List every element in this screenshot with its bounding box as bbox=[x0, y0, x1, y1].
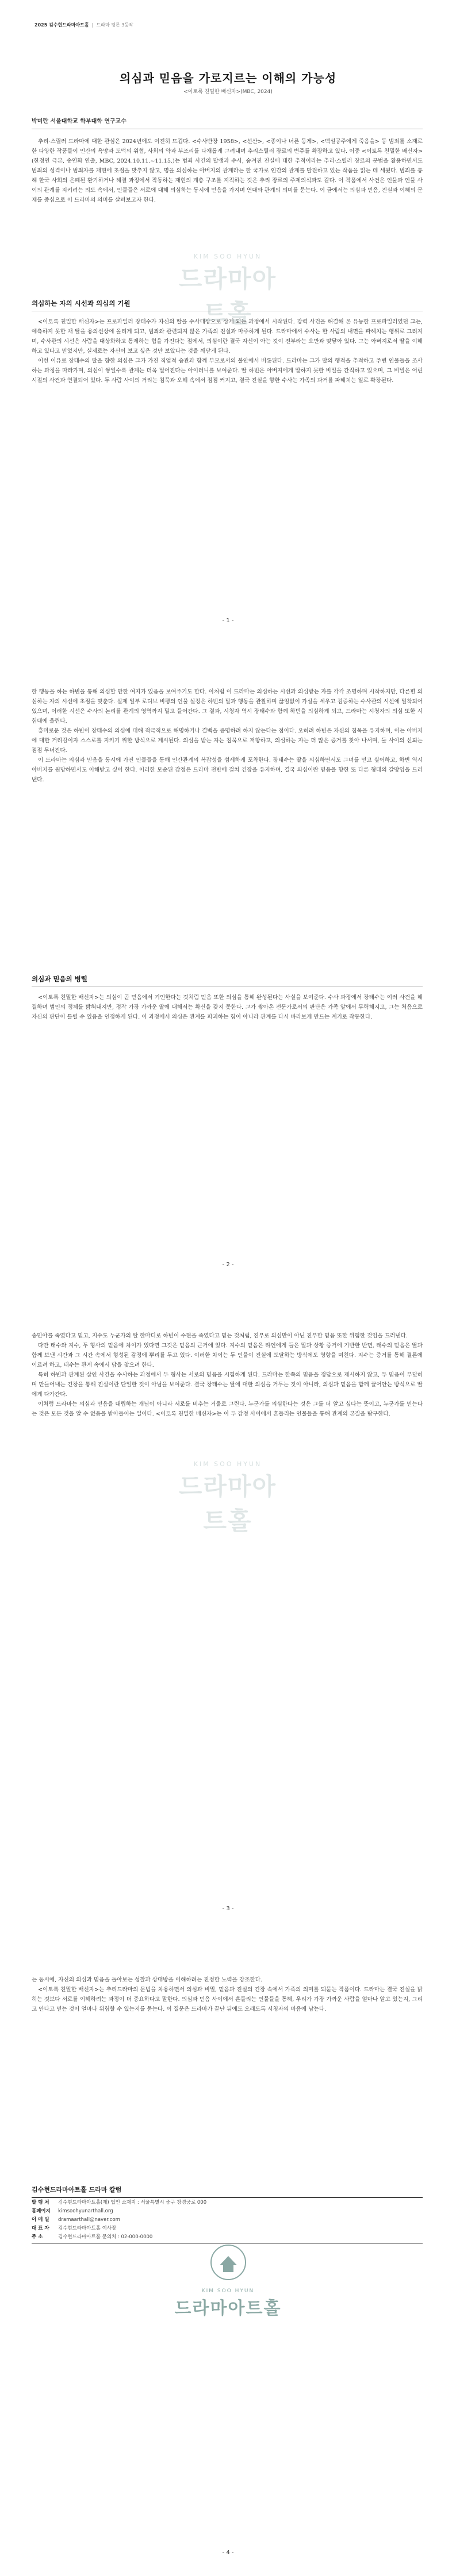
info-key: 홈페이지 bbox=[32, 2208, 51, 2214]
info-title: 김수현드라마아트홀 드라마 칼럼 bbox=[32, 2185, 423, 2198]
paragraph: 이처럼 드라마는 의심과 믿음을 대립하는 개념이 아니라 서로를 비추는 거울로 그린다. 누군가를 의심한다는 것은 그를 더 알고 싶다는 뜻이고, 누군가를 믿는다는 것은 모든 것을 알 수 없음을 받아들이는 일이다. <이토록 친밀한 배신자>는 이 두 감정 사이에서 흔들리는 인물들을 통해 관계의 본질을 탐구한다. bbox=[32, 1401, 423, 1417]
intro-text bbox=[32, 137, 423, 205]
author-line: 박미란 서울대학교 학부대학 연구교수 bbox=[32, 116, 423, 129]
page-header: 2025 김수현드라마아트홀 | 드라마 평론 3등작 bbox=[35, 22, 133, 28]
paragraph: 이 드라마는 의심과 믿음을 동시에 가진 인물들을 통해 인간관계의 복잡성을 섬세하게 포착한다. 장태수는 딸을 의심하면서도 그녀를 믿고 싶어하고, 하빈 역시 아버지를 원망하면서도 이해받고 싶어 한다. 이러한 모순된 감정은 드라마 전반에 걸쳐 긴장을 유지하며, 결국 의심이란 믿음을 향한 또 다른 형태의 갈망임을 드러낸다. bbox=[32, 757, 423, 783]
paragraph: <이토록 친밀한 배신자>는 프로파일러 장태수가 자신의 딸을 수사대상으로 삼게 되는 과정에서 시작된다. 강력 사건을 해결해 온 유능한 프로파일러였던 그는, 예측하지 못한 채 딸을 용의선상에 올리게 되고, 범죄와 관련되지 않은 가족의 진실과 마주하게 된다. 드라마에서 수사는 한 사람의 내면을 파헤치는 행위로 그려지며, 수사관의 시선은 사람을 대상화하고 통제하는 힘을 가진다는 점에서, 의심이란 결국 자신이 아는 것이 전부라는 오만과 맞닿아 있다. 그는 아버지로서 딸을 이해하고 있다고 믿었지만, 실제로는 자신이 보고 싶은 것만 보았다는 것을 깨닫게 된다. bbox=[32, 319, 423, 354]
page-3 bbox=[0, 1288, 456, 1932]
page-4 bbox=[0, 1932, 456, 2576]
paragraph: 특히 하빈과 관계된 살인 사건을 수사하는 과정에서 두 형사는 서로의 믿음을 시험하게 된다. 드라마는 한쪽의 믿음을 정답으로 제시하지 않고, 두 믿음이 부딪히며 만들어내는 긴장을 통해 진실이란 단일한 것이 아님을 보여준다. 결국 장태수는 딸에 대한 의심을 거두는 것이 아니라, 의심과 믿음을 함께 끌어안는 방식으로 딸에게 다가간다. bbox=[32, 1372, 423, 1398]
info-key: 이 메 일 bbox=[32, 2217, 49, 2223]
info-key: 대 표 자 bbox=[32, 2226, 49, 2231]
page-number: - 1 - bbox=[222, 618, 234, 624]
paragraph: <이토록 친밀한 배신자>는 의심이 곧 믿음에서 기인한다는 것처럼 믿음 또한 의심을 통해 완성된다는 사실을 보여준다. 수사 과정에서 장태수는 여러 사건을 해결하며 범인의 정체를 밝혀내지만, 정작 가장 가까운 딸에 대해서는 확신을 갖지 못한다. 그가 쌓아온 전문가로서의 판단은 가족 앞에서 무력해지고, 그는 처음으로 자신의 판단이 틀릴 수 있음을 인정하게 된다. 이 과정에서 의심은 관계를 파괴하는 힘이 아니라 관계를 다시 바라보게 만드는 계기로 작동한다. bbox=[32, 994, 423, 1020]
watermark-en: KIM SOO HYUN bbox=[193, 1460, 262, 1468]
info-key: 주 소 bbox=[32, 2234, 43, 2240]
watermark-ko: 드라마아트홀 bbox=[178, 1472, 277, 1535]
logo-en: KIM SOO HYUN bbox=[201, 2288, 255, 2294]
paragraph: 흥미로운 것은 하빈이 장태수의 의심에 대해 적극적으로 해명하거나 결백을 증명하려 하지 않는다는 점이다. 오히려 하빈은 자신의 침묵을 유지하며, 이는 아버지에 대한 거리감이자 스스로를 지키기 위한 방식으로 제시된다. 의심을 받는 자는 침묵으로 저항하고, 의심하는 자는 더 많은 증거를 찾아 나서며, 둘 사이의 신뢰는 점점 무너진다. bbox=[32, 728, 423, 754]
watermark bbox=[170, 1460, 285, 1537]
header-series: 2025 김수현드라마아트홀 bbox=[35, 22, 89, 28]
article-subtitle: <이토록 친밀한 배신자>(MBC, 2024) bbox=[183, 89, 273, 95]
publisher-info bbox=[32, 2185, 423, 2244]
house-logo-icon bbox=[208, 2242, 248, 2282]
paragraph: 한 행동을 하는 하빈을 통해 의심할 만한 여지가 있음을 보여주기도 한다. 이처럼 이 드라마는 의심하는 시선과 의심받는 자를 각각 조명하며 시작하지만, 다른편 의심하는 자의 시선에 초점을 맞춘다. 실제 일부 로디브 비평의 인물 설정은 하빈의 말과 행동을 관찰하며 끊임없이 가설을 세우고 검증하는 수사관의 시선에 밀착되어 있으며, 이러한 시선은 수사의 논리를 관계의 영역까지 밀고 들어간다. 그 결과, 시청자 역시 장태수와 함께 하빈을 의심하게 되고, 드라마는 시청자의 의심 또한 시험대에 올린다. bbox=[32, 689, 423, 724]
header-section: 드라마 평론 3등작 bbox=[96, 22, 133, 28]
article-title: 의심과 믿음을 가로지르는 이해의 가능성 bbox=[119, 71, 337, 85]
info-value: dramaarthall@naver.com bbox=[58, 2217, 120, 2223]
section2-continued bbox=[32, 1331, 423, 1419]
info-value: 김수현드라마아트홀(재) 법인 소재지 : 서울특별시 중구 창경궁로 000 bbox=[58, 2200, 207, 2205]
paragraph: 다만 태수와 지수, 두 형사의 믿음에 차이가 있다면 그것은 믿음의 근거에 있다. 지수의 믿음은 타인에게 들은 말과 상황 증거에 기반한 반면, 태수의 믿음은 딸과 함께 보낸 시간과 그 시간 속에서 형성된 감정에 뿌리를 두고 있다. 이러한 차이는 두 인물이 진실에 도달하는 방식에도 영향을 미친다. 지수는 증거를 통해 결론에 이르려 하고, 태수는 관계 속에서 답을 찾으려 한다. bbox=[32, 1343, 423, 1368]
page-number: - 4 - bbox=[222, 2550, 234, 2556]
page-number: - 2 - bbox=[222, 1262, 234, 1268]
page-number: - 3 - bbox=[222, 1906, 234, 1912]
page-2 bbox=[0, 644, 456, 1288]
info-value: kimsoohyunarthall.org bbox=[58, 2208, 113, 2214]
logo-ko: 드라마아트홀 bbox=[174, 2299, 282, 2319]
info-row bbox=[32, 2198, 423, 2207]
page-1 bbox=[0, 0, 456, 644]
section1-continued bbox=[32, 687, 423, 785]
paragraph: 송민아를 죽였다고 믿고, 지수도 누군가의 딸 한마디로 하빈이 수현을 죽였다고 믿는 것처럼, 진부로 의심만이 아닌 진부한 믿음 또한 위험한 것임을 드러낸다. bbox=[32, 1333, 408, 1339]
info-value: 김수현드라마아트홀 문의처 : 02-000-0000 bbox=[58, 2234, 153, 2240]
paragraph: <이토록 친밀한 배신자>는 추리드라마의 문법을 차용하면서 의심과 비밀, 믿음과 진실의 긴장 속에서 가족의 의미를 되묻는 작품이다. 드라마는 결국 진실을 밝히는 것보다 서로를 이해하려는 과정이 더 중요하다고 말한다. 의심과 믿음 사이에서 흔들리는 인물들을 통해, 우리가 가장 가까운 사람을 얼마나 알고 있는지, 그리고 안다고 믿는 것이 얼마나 위험할 수 있는지를 묻는다. 이 질문은 드라마가 끝난 뒤에도 오래도록 시청자의 마음에 남는다. bbox=[32, 1987, 423, 2012]
footer-logo bbox=[0, 2242, 456, 2319]
paragraph: 는 동시에, 자신의 의심과 믿음을 돌아보는 성찰과 상대방을 이해하려는 진정한 노력을 강조한다. bbox=[32, 1977, 263, 1983]
info-row bbox=[32, 2232, 423, 2241]
info-row bbox=[32, 2224, 423, 2232]
section1-text bbox=[32, 317, 423, 385]
watermark-ko: 드라마아트홀 bbox=[178, 265, 277, 327]
section-heading: 의심과 믿음의 병렬 bbox=[32, 974, 423, 987]
section-heading: 의심하는 자의 시선과 의심의 기원 bbox=[32, 299, 423, 311]
watermark-en: KIM SOO HYUN bbox=[193, 253, 262, 260]
paragraph: 추리·스릴러 드라마에 대한 관심은 2024년에도 여전히 뜨겁다. <수사반장 1958>, <선산>, <종이나 너른 둥게>, <백설공주에게 죽음을> 등 범죄를 소재로 한 다양한 작품들이 인간의 욕망과 도덕의 위협, 사회의 약과 부조리를 다채롭게 그려내며 추리스릴러 장르의 변주를 확장하고 있다. 이중 <이토록 친밀한 배신자>(한정연 극본, 송연화 연출, MBC, 2024.10.11.~11.15.)는 범죄 사건의 발생과 수사, 숨겨진 진실에 대한 추적이라는 추리·스릴러 장르의 문법을 활용하면서도 범죄의 성격이나 범죄자를 재현에 초점을 맞추지 않고, 명을 의심하는 아버지의 관계라는 한 국가로 인간의 관계를 발견하고 있는 작품을 읽는 데 세웠다. 범죄를 통해 한국 사회의 은폐된 환기하거나 해결 과정에서 작동하는 재현의 계층 구조를 지적하는 것은 추리 장르의 주제의식과도 같다. 이 작품에서 사건은 인물과 인물 사이의 관계를 지키려는 의도 속에서, 인물들은 서로에 대해 의심하는 동시에 믿음을 가지며 연대와 관계의 의미를 묻는다. 이 글에서는 의심과 믿음, 진실과 이해의 문제를 중심으로 이 드라마의 의미를 살펴보고자 한다. bbox=[32, 138, 423, 203]
info-row bbox=[32, 2215, 423, 2224]
info-value: 김수현드라마아트홀 이사장 bbox=[58, 2226, 117, 2231]
paragraph: 이런 이유로 장태수의 딸을 향한 의심은 그가 가진 직업적 습관과 함께 부모로서의 불안에서 비롯된다. 드라마는 그가 딸의 행적을 추적하고 주변 인물들을 조사하는 과정을 따라가며, 의심이 쌓일수록 관계는 더욱 멀어진다는 아이러니를 보여준다. 딸 하빈은 아버지에게 말하지 못한 비밀을 간직하고 있으며, 그 비밀은 어린 시절의 사건과 연결되어 있다. 두 사람 사이의 거리는 침묵과 오해 속에서 점점 커지고, 결국 진실을 향한 수사는 가족의 과거를 파헤치는 일로 확장된다. bbox=[32, 358, 423, 384]
section2-text bbox=[32, 993, 423, 1022]
info-key: 발 행 처 bbox=[32, 2200, 49, 2205]
info-row bbox=[32, 2207, 423, 2215]
closing-text bbox=[32, 1975, 423, 2014]
